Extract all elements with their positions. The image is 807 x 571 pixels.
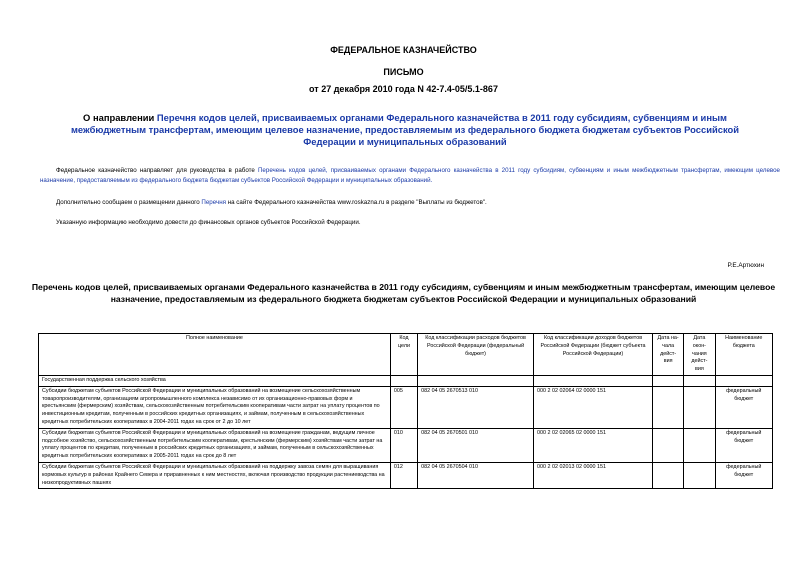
paragraph-1-text: Федеральное казначейство направляет для руководства в работе: [56, 167, 258, 174]
table-row: [39, 386, 773, 428]
subject-link[interactable]: Перечня кодов целей, присваиваемых органами Федерального казначейства в 2011 году субсидиям, субвенциям и иным межбюджетным трансфертам, имеющим целевое назначение, предоставляемым из федерального бюджета бюджетам субъектов Российской Федерации и муниципальных образований: [70, 112, 740, 147]
row-code: 005: [390, 386, 417, 428]
paragraph-2-suffix: на сайте Федерального казначейства www.roskazna.ru в разделе "Выплаты из бюджетов".: [225, 199, 487, 206]
row-expense-code: 082 04 05 2670513 010: [418, 386, 534, 428]
row-budget: федеральный бюджет: [715, 428, 773, 462]
header-start-date: Дата на-чала дейст-вия: [653, 334, 684, 376]
row-expense-code: 082 04 05 2670501 010: [418, 428, 534, 462]
section-row: [39, 375, 773, 386]
org-heading: ФЕДЕРАЛЬНОЕ КАЗНАЧЕЙСТВО: [330, 45, 477, 55]
row-income-code: 000 2 02 02013 02 0000 151: [534, 462, 653, 488]
row-end-date: [684, 428, 715, 462]
row-expense-code: 082 04 05 2670504 010: [418, 462, 534, 488]
date-number-heading: от 27 декабря 2010 года N 42-7.4-05/5.1-867: [309, 84, 498, 94]
header-end-date: Дата окон-чания дейст-вия: [684, 334, 715, 376]
header-full-name: Полное наименование: [39, 334, 391, 376]
header-expense-code: Код классификации расходов бюджетов Российской Федерации (федеральный бюджет): [418, 334, 534, 376]
row-code: 012: [390, 462, 417, 488]
section-empty-cell: [653, 375, 684, 386]
row-start-date: [653, 462, 684, 488]
row-code: 010: [390, 428, 417, 462]
row-start-date: [653, 428, 684, 462]
section-empty-cell: [418, 375, 534, 386]
row-income-code: 000 2 02 02065 02 0000 151: [534, 428, 653, 462]
header-income-code: Код классификации доходов бюджетов Российской Федерации (бюджет субъекта Российской Федерации): [534, 334, 653, 376]
row-budget: федеральный бюджет: [715, 462, 773, 488]
codes-table: [38, 333, 773, 489]
list-link[interactable]: Перечень кодов целей, присваиваемых органами Федерального казначейства в 2011 году субсидиям, субвенциям и иным межбюджетным трансфертам, имеющим целевое назначение, предоставляемым из федерального бюджета бюджетам субъектов Российской Федерации и муниципальных образований.: [40, 167, 780, 184]
subject-prefix: О направлении: [83, 112, 157, 123]
section-title: Государственная поддержка сельского хозяйства: [39, 375, 391, 386]
letter-subject: [60, 112, 750, 148]
paragraph-1: [40, 166, 780, 185]
row-income-code: 000 2 02 02064 02 0000 151: [534, 386, 653, 428]
header-target-code: Код цели: [390, 334, 417, 376]
table-row: [39, 462, 773, 488]
list-title: Перечень кодов целей, присваиваемых органами Федерального казначейства в 2011 году субсидиям, субвенциям и иным межбюджетным трансфертам, имеющим целевое назначение, предоставляемым из федерального бюджета бюджетам субъектов Российской Федерации и муниципальных образований: [31, 282, 776, 304]
signer-name: Р.Е.Артюхин: [727, 262, 764, 269]
paragraph-2-prefix: Дополнительно сообщаем о размещении данного: [56, 199, 202, 206]
row-start-date: [653, 386, 684, 428]
row-name: Субсидии бюджетам субъектов Российской Федерации и муниципальных образований на поддержку завоза семян для выращивания кормовых культур в районах Крайнего Севера и приравненных к ним местностях, включая производство продукции растениеводства на низкопродуктивных пашнях: [39, 462, 391, 488]
row-name: Субсидии бюджетам субъектов Российской Федерации и муниципальных образований на возмещение сельскохозяйственным товаропроизводителям, организациям агропромышленного комплекса независимо от их организационно-правовых форм и крестьянским (фермерским) хозяйствам, сельскохозяйственным потребительским кооперативам части затрат на уплату процентов по инвестиционным кредитам, полученным в российских кредитных организациях, и займам, полученным в сельскохозяйственных кредитных потребительских кооперативах в 2004-2011 годах на срок от 2 до 10 лет: [39, 386, 391, 428]
row-name: Субсидии бюджетам субъектов Российской Федерации и муниципальных образований на возмещение гражданам, ведущим личное подсобное хозяйство, сельскохозяйственным потребительским кооперативам, крестьянским (фермерским) хозяйствам части затрат на уплату процентов по кредитам, полученным в российских кредитных организациях, и займам, полученным в сельскохозяйственных кредитных потребительских кооперативах в 2005-2011 годах на срок до 8 лет: [39, 428, 391, 462]
section-empty-cell: [534, 375, 653, 386]
list-short-link[interactable]: Перечня: [201, 199, 226, 206]
paragraph-3: Указанную информацию необходимо довести до финансовых органов субъектов Российской Федерации.: [56, 219, 361, 226]
table-row: [39, 428, 773, 462]
section-empty-cell: [684, 375, 715, 386]
doc-type-heading: ПИСЬМО: [383, 67, 424, 77]
header-budget-name: Наименование бюджета: [715, 334, 773, 376]
row-budget: федеральный бюджет: [715, 386, 773, 428]
table-header-row: [39, 334, 773, 376]
paragraph-2: [40, 198, 780, 208]
section-empty-cell: [715, 375, 773, 386]
section-empty-cell: [390, 375, 417, 386]
row-end-date: [684, 462, 715, 488]
row-end-date: [684, 386, 715, 428]
